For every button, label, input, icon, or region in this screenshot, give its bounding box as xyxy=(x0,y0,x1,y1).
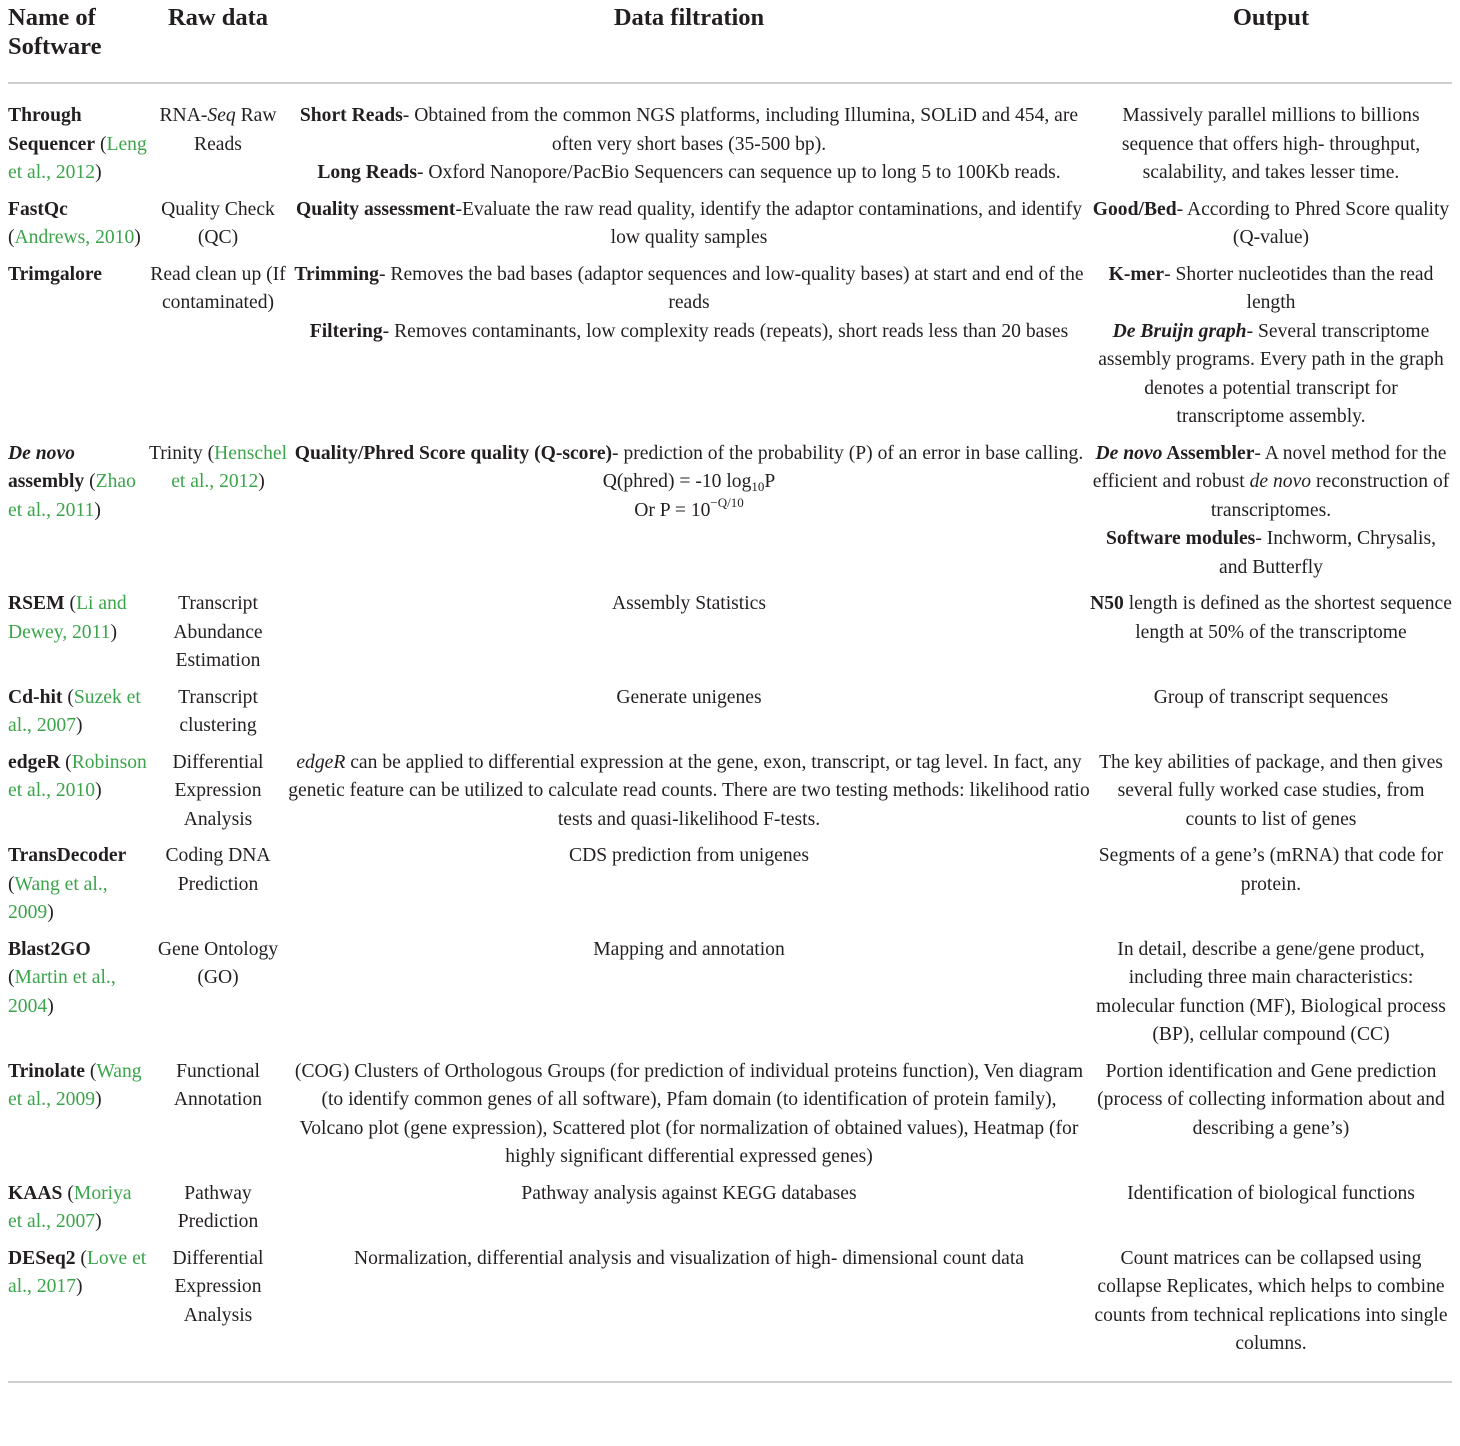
output-term: Software modules xyxy=(1106,528,1256,549)
header-name: Name of Software xyxy=(8,0,148,83)
filtration-text: - Oxford Nanopore/PacBio Sequencers can sequence up to long 5 to 100Kb reads. xyxy=(416,162,1061,183)
output-cell: Group of transcript sequences xyxy=(1153,686,1389,708)
citation-link[interactable]: Andrews, 2010 xyxy=(14,227,135,248)
table-row xyxy=(8,83,1452,196)
software-name: Trimgalore xyxy=(8,263,102,285)
output-cell xyxy=(1090,440,1452,591)
software-name: Trinolate xyxy=(8,1060,85,1082)
filtration-text: - Obtained from the common NGS platforms, including Illumina, SOLiD and 454, are often very short bases (35-500 bp). xyxy=(402,105,1079,155)
raw-data-italic: Seq xyxy=(207,105,236,126)
header-row xyxy=(8,0,1452,83)
software-name-cell: KAAS (Moriya et al., 2007) xyxy=(8,1182,132,1232)
filtration-cell xyxy=(288,83,1090,196)
table-row xyxy=(8,196,1452,261)
filtration-cell xyxy=(288,196,1090,261)
table-row xyxy=(8,684,1452,749)
software-name-cell: edgeR (Robinson et al., 2010) xyxy=(8,751,147,801)
filtration-italic: edgeR xyxy=(296,751,346,773)
citation-link[interactable]: Li and Dewey, 2011 xyxy=(8,593,127,643)
output-term: N50 xyxy=(1090,593,1124,614)
raw-data-cell: Differential Expression Analysis xyxy=(172,751,264,830)
raw-data-cell: Differential Expression Analysis xyxy=(148,1245,288,1382)
citation-link[interactable]: Love et al., 2017 xyxy=(8,1247,147,1297)
output-cell: Count matrices can be collapsed using collapse Replicates, which helps to combine counts from technical replications into single columns. xyxy=(1090,1245,1452,1382)
software-name-italic: De novo xyxy=(8,442,75,464)
header-filter: Data filtration xyxy=(288,0,1090,83)
table-row xyxy=(8,936,1452,1058)
output-term-italic: De novo xyxy=(1095,442,1163,464)
filtration-paragraph xyxy=(288,440,1090,469)
raw-data-cell: Coding DNA Prediction xyxy=(165,845,271,895)
software-name-cell: Cd-hit (Suzek et al., 2007) xyxy=(8,686,141,736)
output-cell xyxy=(1090,196,1452,261)
software-name-cell: RSEM (Li and Dewey, 2011) xyxy=(8,593,127,643)
output-term: Good/Bed xyxy=(1092,198,1177,220)
filtration-text: -Evaluate the raw read quality, identify the adaptor contaminations, and identify low quality samples xyxy=(455,198,1083,248)
table-row xyxy=(8,1180,1452,1245)
raw-data-text: Trinity xyxy=(148,442,203,464)
header-raw: Raw data xyxy=(148,0,288,83)
formula-line xyxy=(288,494,1090,526)
output-cell: Portion identification and Gene prediction (process of collecting information about and describing a gene’s) xyxy=(1097,1060,1445,1139)
filtration-cell: Normalization, differential analysis and visualization of high- dimensional count data xyxy=(288,1245,1090,1382)
citation-link[interactable]: Suzek et al., 2007 xyxy=(8,686,141,736)
software-name-cell: DESeq2 (Love et al., 2017) xyxy=(8,1245,148,1382)
filtration-text: - Removes the bad bases (adaptor sequences and low-quality bases) at start and end of the reads xyxy=(378,263,1084,313)
software-name-cell: FastQc (Andrews, 2010) xyxy=(8,198,141,248)
filtration-cell xyxy=(288,261,1090,440)
filtration-cell xyxy=(288,440,1090,591)
output-cell: The key abilities of package, and then gives several fully worked case studies, from counts to list of genes xyxy=(1099,751,1443,830)
output-cell: In detail, describe a gene/gene product, including three main characteristics: molecular function (MF), Biological process (BP), cellular compound (CC) xyxy=(1096,938,1446,1045)
table-row xyxy=(8,261,1452,440)
filtration-paragraph xyxy=(288,318,1090,347)
filtration-paragraph xyxy=(288,261,1090,318)
filtration-cell: Mapping and annotation xyxy=(593,938,785,960)
citation-link[interactable]: Zhao et al., 2011 xyxy=(8,471,136,521)
raw-data-text: Raw Reads xyxy=(194,105,277,155)
filtration-term: Quality assessment xyxy=(295,198,456,220)
filtration-text: - Removes contaminants, low complexity reads (repeats), short reads less than 20 bases xyxy=(382,320,1069,342)
output-text: - A novel method for the efficient and robust xyxy=(1092,442,1447,492)
filtration-text: - prediction of the probability (P) of an error in base calling. xyxy=(612,442,1084,464)
raw-data-cell: Gene Ontology (GO) xyxy=(157,938,279,988)
formula-subscript: 10 xyxy=(751,479,765,494)
citation-link[interactable]: Leng et al., 2012 xyxy=(8,133,147,183)
output-paragraph xyxy=(1090,525,1452,582)
output-text: reconstruction of transcriptomes. xyxy=(1210,471,1450,521)
table-row xyxy=(8,749,1452,843)
output-paragraph xyxy=(1090,261,1452,318)
output-term: De Bruijn graph xyxy=(1112,320,1247,342)
raw-data-cell: Pathway Prediction xyxy=(177,1182,259,1232)
output-cell: Identification of biological functions xyxy=(1127,1182,1415,1204)
software-name-cell xyxy=(8,261,148,440)
filtration-term: Filtering xyxy=(309,320,383,342)
formula-superscript: −Q/10 xyxy=(710,494,744,510)
output-italic: de novo xyxy=(1249,471,1312,492)
software-name: TransDecoder xyxy=(8,845,127,866)
filtration-cell: Pathway analysis against KEGG databases xyxy=(521,1182,857,1204)
software-name: RSEM xyxy=(8,593,65,614)
output-cell xyxy=(1090,590,1452,684)
filtration-cell: CDS prediction from unigenes xyxy=(569,845,809,866)
formula-text: Or P = 10 xyxy=(634,499,711,521)
software-name-cell: Trinolate (Wang et al., 2009) xyxy=(8,1060,142,1110)
software-name: FastQc xyxy=(8,198,68,220)
output-term: Assembler xyxy=(1162,442,1255,464)
raw-data-cell xyxy=(148,83,288,196)
output-term: K-mer xyxy=(1108,263,1165,285)
output-paragraph xyxy=(1090,318,1452,432)
output-cell: Massively parallel millions to billions sequence that offers high- throughput, scalability, and takes lesser time. xyxy=(1121,105,1421,183)
raw-data-text: RNA- xyxy=(159,105,208,126)
filtration-text: can be applied to differential expression at the gene, exon, transcript, or tag level. In fact, any genetic feature can be utilized to calculate read counts. There are two testing methods: likelihood ratio tests and quasi-likelihood F-tests. xyxy=(288,751,1090,830)
filtration-term: Short Reads xyxy=(299,105,403,126)
header-output: Output xyxy=(1090,0,1452,83)
raw-data-cell: Read clean up (If contaminated) xyxy=(150,263,286,313)
output-cell xyxy=(1090,261,1452,440)
software-name-cell: Blast2GO (Martin et al., 2004) xyxy=(8,938,116,1017)
raw-data-cell: Trinity (Henschel et al., 2012) xyxy=(148,442,288,492)
citation-link[interactable]: Martin et al., 2004 xyxy=(8,967,116,1017)
table-row xyxy=(8,1058,1452,1180)
software-name: KAAS xyxy=(8,1182,63,1204)
software-name-cell: Through Sequencer (Leng et al., 2012) xyxy=(8,105,147,183)
filtration-cell xyxy=(288,749,1090,843)
raw-data-cell: Transcript Abundance Estimation xyxy=(173,593,263,671)
software-name-cell: De novo assembly (Zhao et al., 2011) xyxy=(8,442,136,521)
output-text: - Several transcriptome assembly programs. Every path in the graph denotes a potential transcript for transcriptome assembly. xyxy=(1098,320,1444,427)
filtration-term: Trimming xyxy=(294,263,379,285)
output-text: - According to Phred Score quality (Q-value) xyxy=(1176,198,1450,248)
filtration-term: Long Reads xyxy=(317,162,417,183)
software-name: Blast2GO xyxy=(8,938,91,960)
software-name: edgeR xyxy=(8,751,61,773)
output-text: length is defined as the shortest sequence length at 50% of the transcriptome xyxy=(1123,593,1452,643)
software-name-cell: TransDecoder (Wang et al., 2009) xyxy=(8,845,127,923)
raw-data-cell: Functional Annotation xyxy=(173,1060,263,1110)
software-name: DESeq2 xyxy=(8,1247,76,1269)
filtration-term: Quality/Phred Score quality (Q-score) xyxy=(294,442,613,464)
raw-data-cell: Quality Check (QC) xyxy=(161,198,275,248)
formula-text: P xyxy=(764,471,776,492)
citation-link[interactable]: Wang et al., 2009 xyxy=(8,873,108,923)
raw-data-cell: Transcript clustering xyxy=(178,686,258,736)
citation-link[interactable]: Wang et al., 2009 xyxy=(8,1060,142,1110)
citation-link[interactable]: Moriya et al., 2007 xyxy=(8,1182,132,1232)
citation-link[interactable]: Robinson et al., 2010 xyxy=(8,751,147,801)
filtration-cell: (COG) Clusters of Orthologous Groups (for prediction of individual proteins function), Ven diagram (to identify common genes of all software), Pfam domain (to identification of protein family), Volcano plot (gene expression), Scattered plot (for normalization of obtained values), Heatmap (for highly significant differential expressed genes) xyxy=(294,1060,1084,1167)
software-name: Cd-hit xyxy=(8,686,63,708)
filtration-cell: Assembly Statistics xyxy=(611,593,767,614)
software-name: assembly xyxy=(8,471,85,492)
output-text: - Inchworm, Chrysalis, and Butterfly xyxy=(1219,528,1436,578)
formula-line xyxy=(288,468,1090,497)
filtration-paragraph xyxy=(288,159,1090,188)
table-row xyxy=(8,440,1452,591)
software-name: Through Sequencer xyxy=(8,105,96,155)
table-row xyxy=(8,842,1452,936)
table-row xyxy=(8,1245,1452,1382)
citation-link[interactable]: Henschel et al., 2012 xyxy=(171,442,288,492)
filtration-paragraph xyxy=(288,102,1090,159)
table-row xyxy=(8,590,1452,684)
filtration-cell: Generate unigenes xyxy=(616,686,762,708)
formula-text: Q(phred) = -10 log xyxy=(602,471,752,492)
software-table xyxy=(8,0,1452,1383)
output-text: - Shorter nucleotides than the read length xyxy=(1164,263,1434,313)
output-paragraph xyxy=(1090,440,1452,526)
output-cell: Segments of a gene’s (mRNA) that code for protein. xyxy=(1098,845,1444,895)
